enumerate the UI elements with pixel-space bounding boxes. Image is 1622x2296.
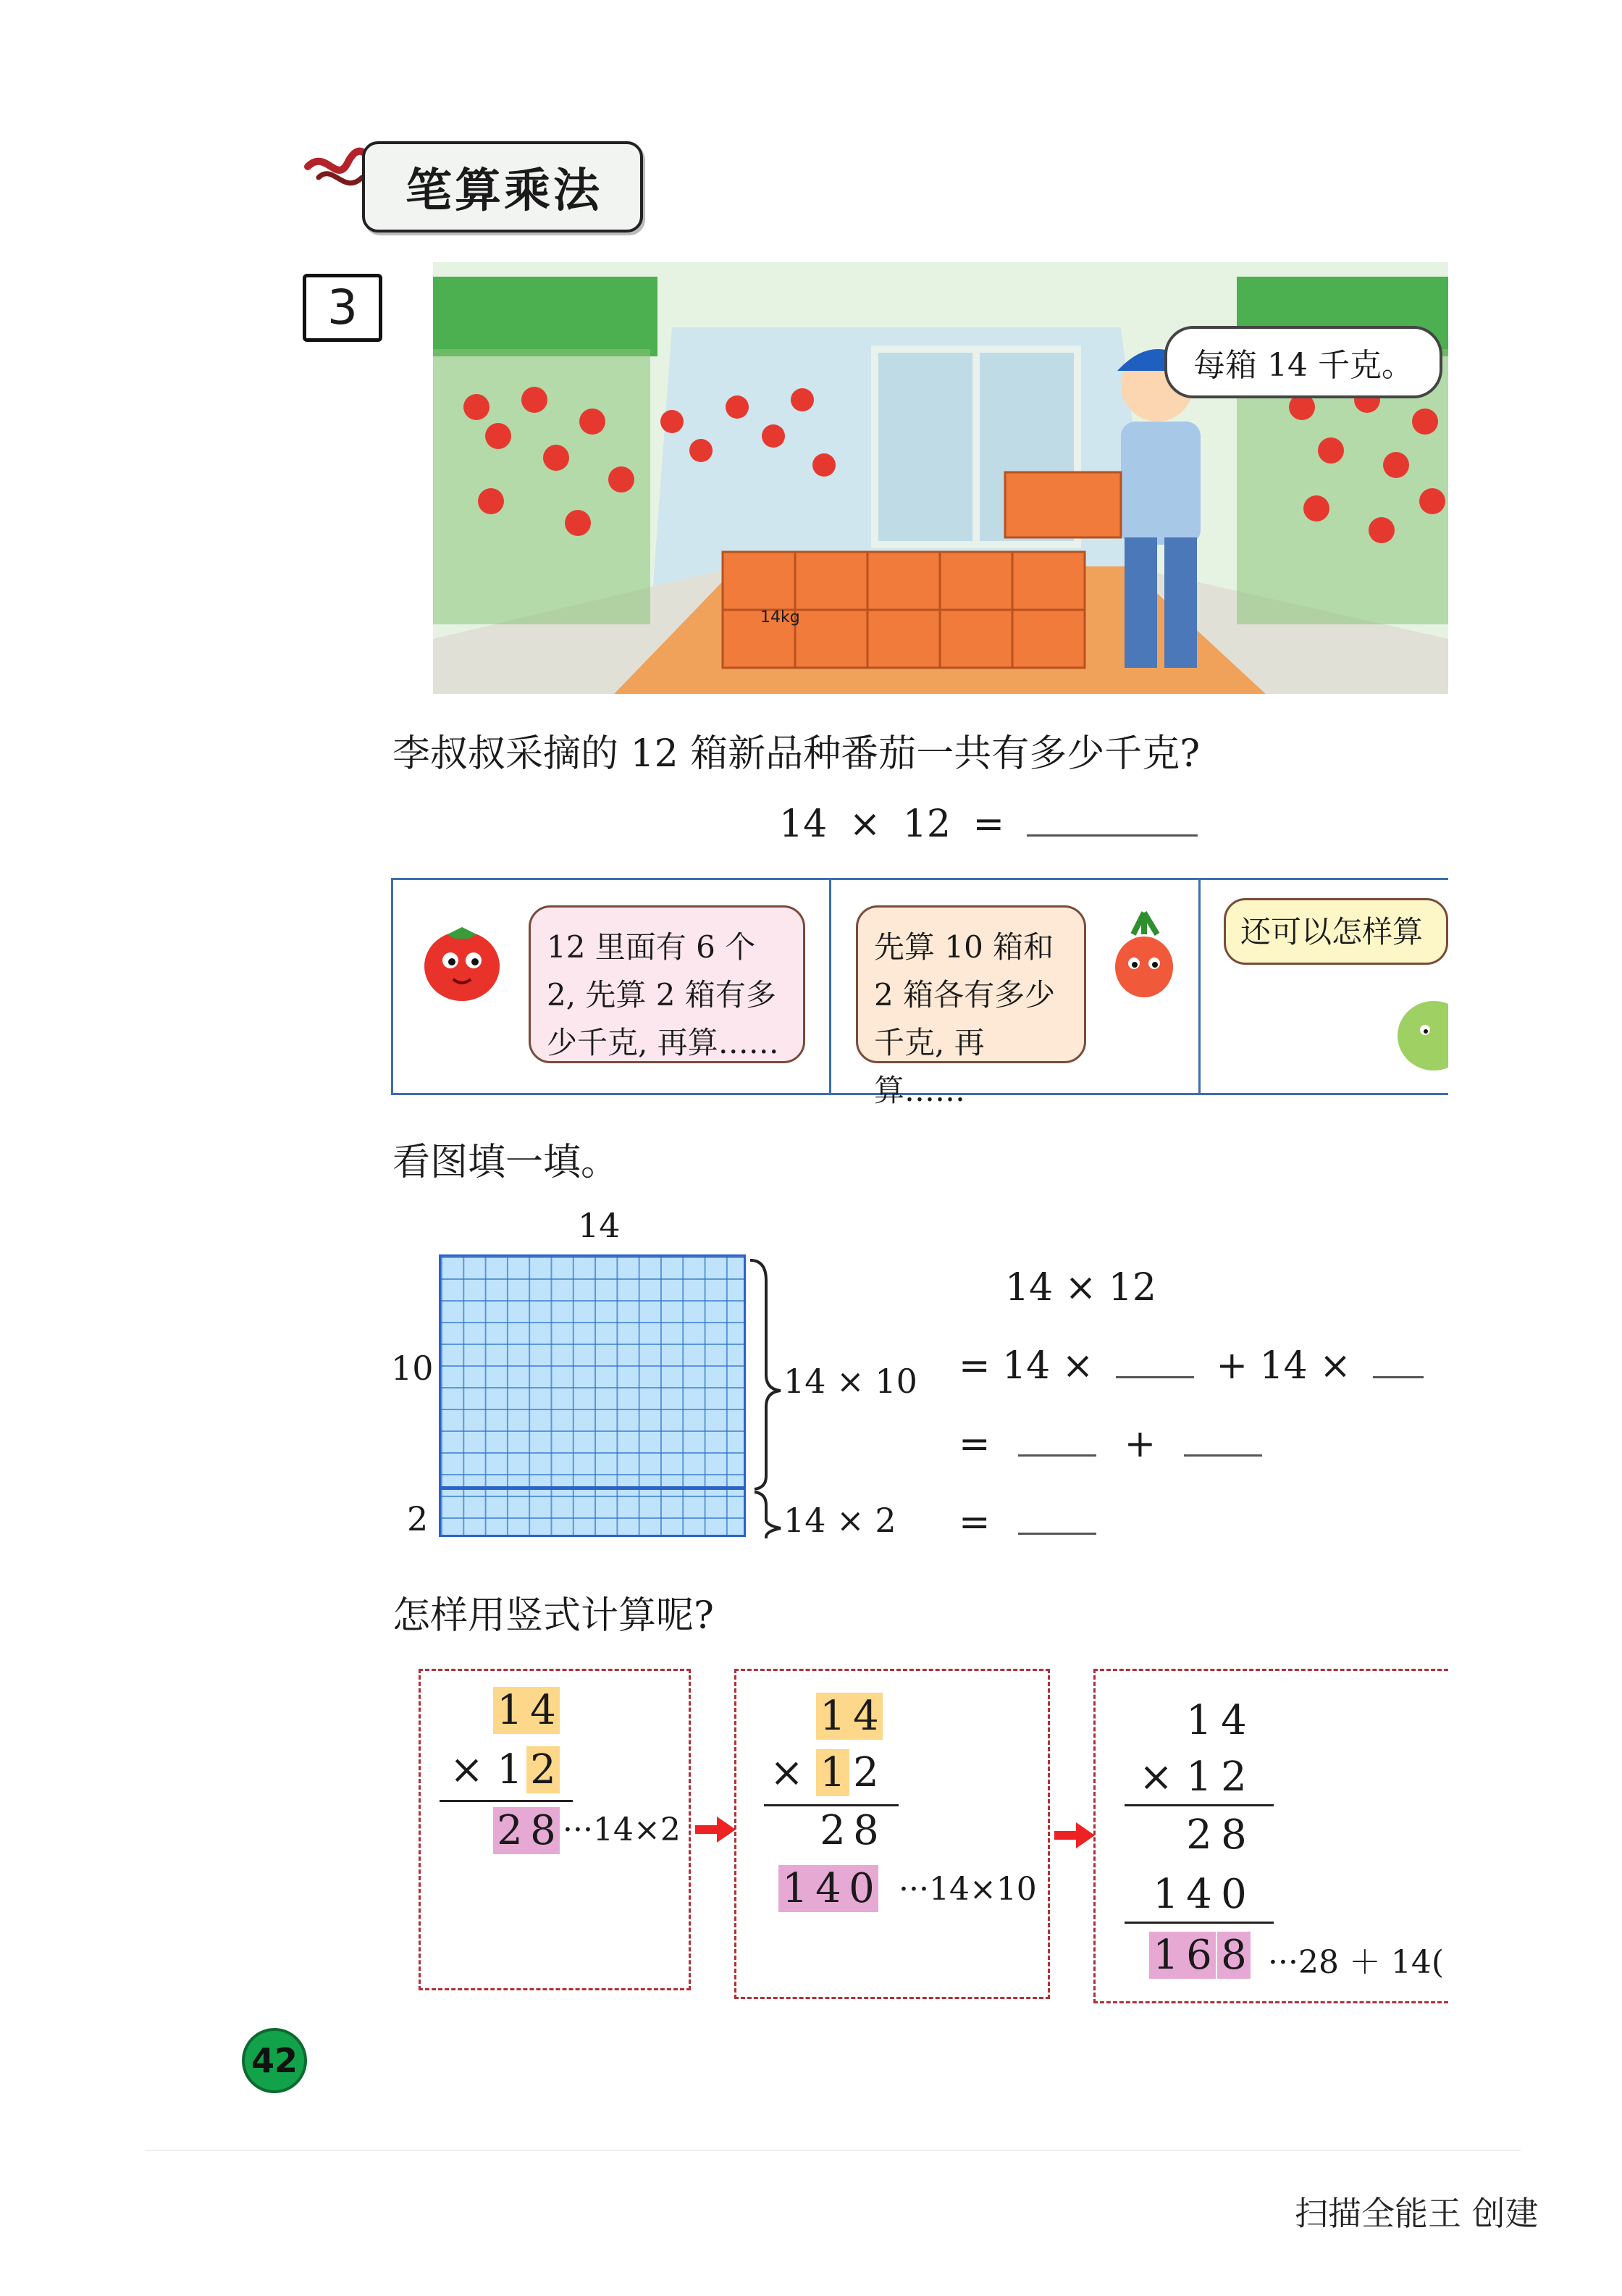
cabbage-character-icon bbox=[1390, 985, 1448, 1079]
equation-op: × bbox=[849, 803, 881, 846]
radish-character-icon bbox=[1101, 905, 1188, 1007]
digit: 1 bbox=[1149, 1932, 1182, 1979]
grid-top-label: 14 bbox=[578, 1206, 621, 1245]
blank-partial-1[interactable] bbox=[1018, 1454, 1096, 1457]
grid-split-line bbox=[439, 1486, 746, 1490]
arrow-right-icon bbox=[695, 1817, 736, 1843]
scanner-watermark: 扫描全能王 创建 bbox=[1295, 2194, 1539, 2233]
decomp-line-1: 14 × 12 bbox=[1005, 1266, 1156, 1310]
digit: 8 bbox=[1221, 1811, 1247, 1859]
digit: 1 bbox=[1186, 1697, 1212, 1744]
digit: 2 bbox=[820, 1807, 846, 1854]
digit: 0 bbox=[1221, 1871, 1247, 1918]
main-equation bbox=[779, 803, 1198, 846]
box-label: 14kg bbox=[760, 608, 800, 627]
vertical-prompt: 怎样用竖式计算呢? bbox=[392, 1594, 714, 1638]
vertical-step-1 bbox=[419, 1669, 691, 1990]
blank-multiplier-1[interactable] bbox=[1116, 1376, 1194, 1378]
times-sign: × bbox=[450, 1746, 484, 1793]
decomp-line-2b: + 14 × bbox=[1216, 1344, 1351, 1388]
blank-total[interactable] bbox=[1018, 1533, 1096, 1535]
digit: 1 bbox=[778, 1865, 812, 1912]
answer-blank[interactable] bbox=[1027, 834, 1198, 837]
digit: 1 bbox=[1153, 1871, 1179, 1918]
digit: 6 bbox=[1182, 1932, 1216, 1979]
equation-eq: = bbox=[972, 803, 1005, 846]
question-text: 李叔叔采摘的 12 箱新品种番茄一共有多少千克? bbox=[392, 732, 1201, 776]
digit: 2 bbox=[493, 1807, 526, 1854]
digit: 1 bbox=[816, 1693, 849, 1740]
problem-number: 3 bbox=[303, 274, 382, 342]
hint-bubble-2: 先算 10 箱和 2 箱各有多少千克, 再算…… bbox=[856, 905, 1086, 1063]
digit: 8 bbox=[1217, 1932, 1251, 1979]
decomp-line-4 bbox=[959, 1501, 1096, 1544]
digit: 2 bbox=[1221, 1754, 1247, 1801]
digit: 2 bbox=[1186, 1811, 1212, 1859]
digit: 4 bbox=[812, 1865, 845, 1912]
grid-diagram bbox=[439, 1254, 746, 1537]
tomato-character-icon bbox=[411, 914, 513, 1008]
hint-bubble-1: 12 里面有 6 个 2, 先算 2 箱有多少千克, 再算…… bbox=[529, 905, 805, 1063]
vertical-step-3 bbox=[1093, 1669, 1448, 2003]
footer-divider bbox=[145, 2150, 1521, 2151]
decomp-line-2a: = 14 × bbox=[959, 1344, 1094, 1388]
page-number: 42 bbox=[242, 2028, 307, 2093]
blank-multiplier-2[interactable] bbox=[1373, 1376, 1424, 1378]
decomp-line-2 bbox=[959, 1344, 1424, 1388]
digit: 2 bbox=[853, 1749, 879, 1796]
digit: 1 bbox=[816, 1749, 849, 1796]
section-title: 笔算乘法 bbox=[406, 164, 602, 218]
vertical-step-2 bbox=[734, 1669, 1050, 1999]
digit: 4 bbox=[526, 1687, 560, 1734]
digit: 8 bbox=[853, 1807, 879, 1854]
decomp-eq: = bbox=[959, 1501, 991, 1544]
fill-prompt: 看图填一填。 bbox=[392, 1141, 619, 1184]
equation-a: 14 bbox=[779, 803, 828, 846]
farmer-speech-bubble: 每箱 14 千克。 bbox=[1164, 326, 1442, 398]
grid-label-2: 2 bbox=[407, 1499, 429, 1538]
digit: 0 bbox=[845, 1865, 878, 1912]
digit: 1 bbox=[493, 1687, 526, 1734]
step1-note: ···14×2 bbox=[563, 1811, 681, 1848]
blank-partial-2[interactable] bbox=[1184, 1454, 1262, 1457]
digit: 4 bbox=[1221, 1697, 1247, 1744]
digit: 1 bbox=[1186, 1754, 1212, 1801]
digit: 4 bbox=[849, 1693, 883, 1740]
hint-bubble-3: 还可以怎样算 bbox=[1224, 898, 1448, 965]
digit: 2 bbox=[526, 1746, 560, 1793]
times-sign: × bbox=[1139, 1754, 1173, 1801]
grid-label-10: 10 bbox=[391, 1349, 434, 1388]
rule-line bbox=[764, 1804, 899, 1806]
times-sign: × bbox=[770, 1749, 804, 1796]
digit: 1 bbox=[497, 1746, 523, 1793]
box-labels bbox=[724, 601, 1448, 681]
digit: 8 bbox=[526, 1807, 560, 1854]
step3-note: ···28 ＋ 14( bbox=[1268, 1944, 1445, 1981]
hint-divider bbox=[1198, 878, 1201, 1095]
decomp-line-3 bbox=[959, 1423, 1262, 1466]
rule-line bbox=[440, 1800, 573, 1802]
rule-line bbox=[1125, 1922, 1274, 1924]
hint-divider bbox=[829, 878, 831, 1095]
arrow-right-icon bbox=[1054, 1822, 1095, 1848]
decomp-eq: = bbox=[959, 1423, 991, 1466]
decomp-plus: + bbox=[1124, 1423, 1156, 1466]
brace-label-top: 14 × 10 bbox=[783, 1362, 917, 1401]
brace-label-bottom: 14 × 2 bbox=[783, 1501, 896, 1540]
rule-line bbox=[1125, 1804, 1274, 1806]
step2-note: ···14×10 bbox=[899, 1871, 1037, 1908]
equation-b: 12 bbox=[902, 803, 951, 846]
digit: 4 bbox=[1186, 1871, 1212, 1918]
